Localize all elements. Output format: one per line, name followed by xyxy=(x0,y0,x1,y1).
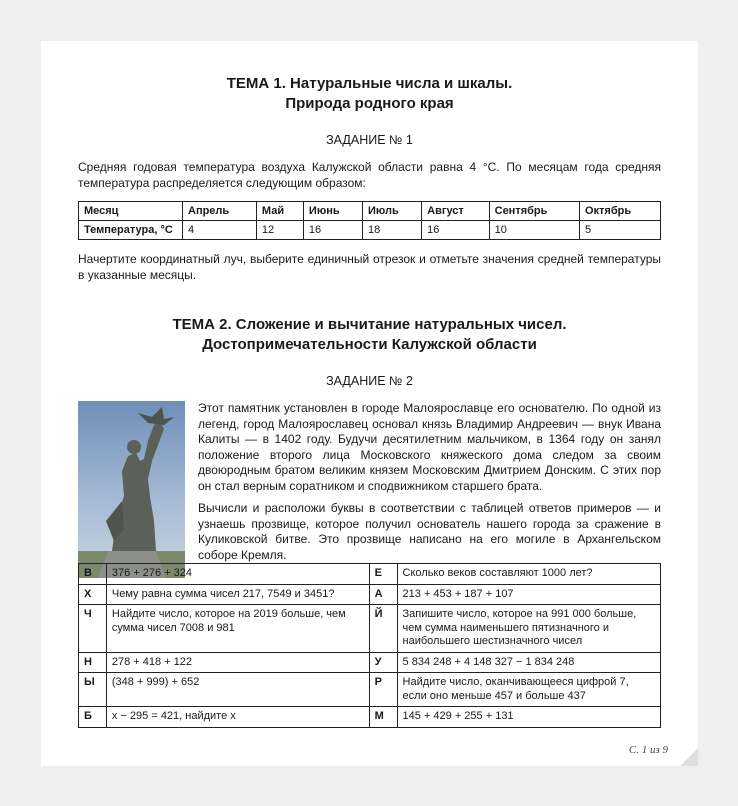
table-row xyxy=(79,584,661,605)
temp-cell: 16 xyxy=(303,221,362,240)
month-cell: Июнь xyxy=(303,202,362,221)
table-row-months xyxy=(79,202,661,221)
topic1-title xyxy=(41,74,698,114)
letter-cell: Ч xyxy=(79,605,107,653)
letter-cell: Ы xyxy=(79,673,107,707)
letter-cell: Р xyxy=(369,673,397,707)
letter-cell: В xyxy=(79,564,107,585)
letter-cell: А xyxy=(369,584,397,605)
task2-story: Этот памятник установлен в городе Малоярославце его основателю. По одной из легенд, город Малоярославец основал князь Владимир Андреевич — внук Ивана Калиты — в 1402 году. Будучи десятилетним мальчиком, в 1364 году он занял положение второго лица Московского княжеского дома следом за своим двоюродным братом великим князем Московским Дмитрием Донским. С этих пор он стал верным соратником и сподвижником старшего брата. xyxy=(198,401,661,493)
question-cell: 278 + 418 + 122 xyxy=(106,652,369,673)
question-cell: 213 + 453 + 187 + 107 xyxy=(397,584,660,605)
page-number: С. 1 из 9 xyxy=(628,744,668,756)
temperature-table xyxy=(78,201,661,240)
temp-cell: 16 xyxy=(422,221,489,240)
document-page xyxy=(41,41,698,766)
temp-cell: 4 xyxy=(183,221,257,240)
task1-heading: ЗАДАНИЕ № 1 xyxy=(326,133,413,147)
month-cell: Май xyxy=(256,202,303,221)
month-cell: Июль xyxy=(362,202,421,221)
temp-cell: 5 xyxy=(579,221,660,240)
row-header-temp: Температура, °C xyxy=(79,221,183,240)
table-row xyxy=(79,564,661,585)
letter-cell: Б xyxy=(79,707,107,728)
letter-cell: У xyxy=(369,652,397,673)
month-cell: Апрель xyxy=(183,202,257,221)
month-cell: Август xyxy=(422,202,489,221)
question-cell: 5 834 248 + 4 148 327 − 1 834 248 xyxy=(397,652,660,673)
topic2-title-line1: ТЕМА 2. Сложение и вычитание натуральных чисел. xyxy=(172,316,567,333)
letter-cell: Е xyxy=(369,564,397,585)
topic1-title-line2: Природа родного края xyxy=(285,95,454,112)
letter-cell: Х xyxy=(79,584,107,605)
question-cell: 376 + 276 + 324 xyxy=(106,564,369,585)
topic1-title-line1: ТЕМА 1. Натуральные числа и шкалы. xyxy=(226,75,513,92)
table-row xyxy=(79,605,661,653)
question-cell: Найдите число, оканчивающееся цифрой 7, если оно меньше 457 и больше 437 xyxy=(397,673,660,707)
letter-cell: Н xyxy=(79,652,107,673)
letter-cell: М xyxy=(369,707,397,728)
task2-instruction: Вычисли и расположи буквы в соответствии с таблицей ответов примеров — и узнаешь прозвище, которое получил основатель нашего города за сражение в Куликовской битве. Это прозвище написано на его могиле в Архангельском соборе Кремля. xyxy=(198,501,661,562)
question-cell: x − 295 = 421, найдите x xyxy=(106,707,369,728)
table-row xyxy=(79,707,661,728)
temp-cell: 10 xyxy=(489,221,579,240)
topic2-title-line2: Достопримечательности Калужской области xyxy=(202,336,537,353)
topic2-title xyxy=(41,315,698,355)
question-cell: Найдите число, которое на 2019 больше, чем сумма чисел 7008 и 981 xyxy=(106,605,369,653)
question-cell: 145 + 429 + 255 + 131 xyxy=(397,707,660,728)
answers-table xyxy=(78,563,661,728)
task1-intro: Средняя годовая температура воздуха Калужской области равна 4 °C. По месяцам года средняя температура распределяется следующим образом: xyxy=(78,160,661,190)
monument-photo xyxy=(78,401,185,578)
temp-cell: 18 xyxy=(362,221,421,240)
row-header-month: Месяц xyxy=(79,202,183,221)
table-row-temps xyxy=(79,221,661,240)
month-cell: Октябрь xyxy=(579,202,660,221)
table-row xyxy=(79,652,661,673)
question-cell: (348 + 999) + 652 xyxy=(106,673,369,707)
question-cell: Чему равна сумма чисел 217, 7549 и 3451? xyxy=(106,584,369,605)
page-curl xyxy=(680,748,698,766)
letter-cell: Й xyxy=(369,605,397,653)
question-cell: Запишите число, которое на 991 000 больше, чем сумма наименьшего пятизначного и наибольшего шестизначного чисел xyxy=(397,605,660,653)
question-cell: Сколько веков составляют 1000 лет? xyxy=(397,564,660,585)
task2-heading: ЗАДАНИЕ № 2 xyxy=(326,374,413,388)
month-cell: Сентябрь xyxy=(489,202,579,221)
temp-cell: 12 xyxy=(256,221,303,240)
table-row xyxy=(79,673,661,707)
task1-instruction: Начертите координатный луч, выберите единичный отрезок и отметьте значения средней температуры в указанные месяцы. xyxy=(78,252,661,282)
